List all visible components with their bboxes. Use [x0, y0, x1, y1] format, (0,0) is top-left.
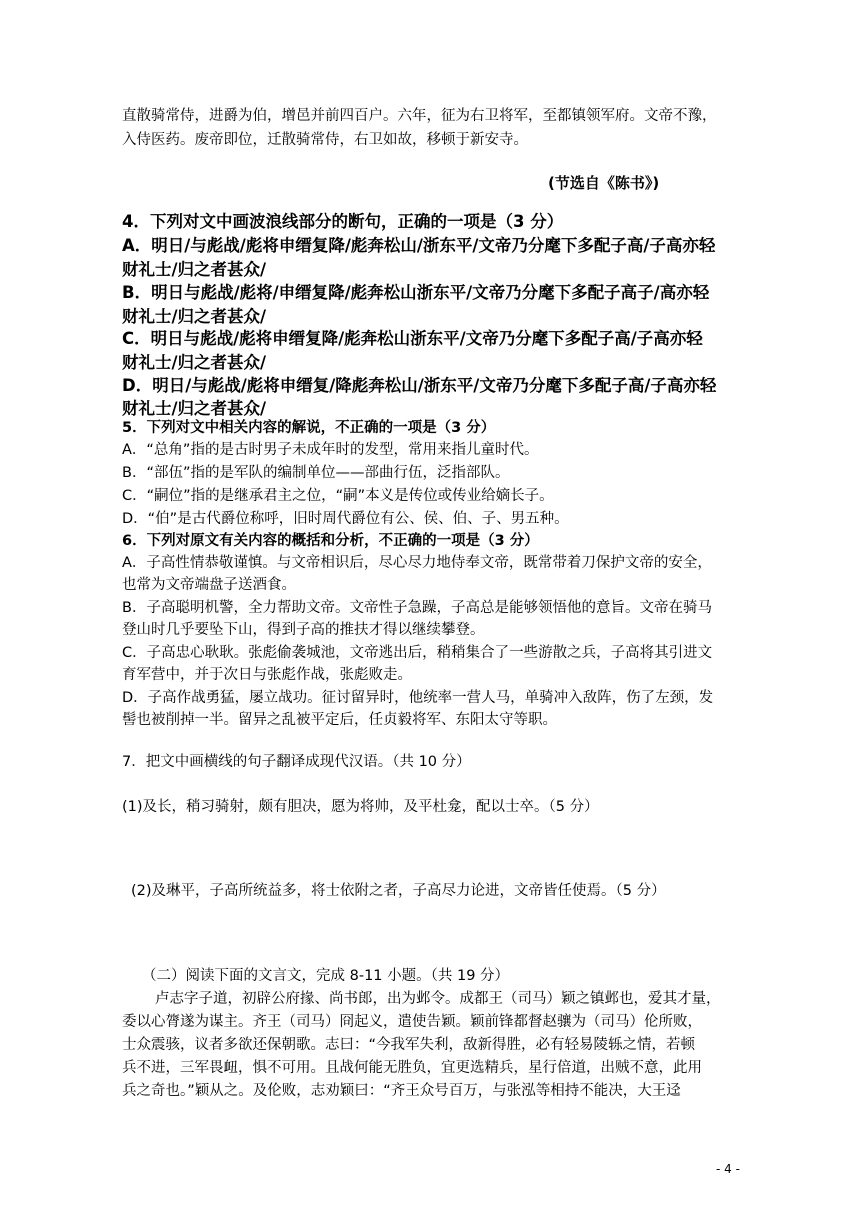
- q6-option-c-line1: C．子高忠心耿耿。张彪偷袭城池，文帝逃出后，稍稍集合了一些游散之兵，子高将其引进文: [122, 645, 713, 661]
- q4-option-c-line2: 财礼士/归之者甚众/: [122, 353, 267, 372]
- q7-item-1: (1)及长，稍习骑射，颇有胆决，愿为将帅，及平杜龛，配以士卒。（5 分）: [122, 799, 599, 815]
- q6-option-b-line2: 登山时几乎要坠下山，得到子高的推扶才得以继续攀登。: [122, 622, 485, 638]
- q4-option-a-line1: A．明日/与彪战/彪将申缙复降/彪奔松山/浙东平/文帝乃分麾下多配子高/子高亦轻: [122, 236, 716, 255]
- section2-heading: （二）阅读下面的文言文，完成 8-11 小题。（共 19 分）: [142, 968, 510, 984]
- q6-option-c-line2: 育军营中，并于次日与张彪作战，张彪败走。: [122, 667, 412, 683]
- q7-stem: 7．把文中画横线的句子翻译成现代汉语。（共 10 分）: [122, 754, 471, 770]
- page-number: - 4 -: [716, 1162, 740, 1176]
- q5-option-c: C．“嗣位”指的是继承君主之位，“嗣”本义是传位或传业给嫡长子。: [122, 488, 554, 504]
- q4-option-b-line1: B．明日与彪战/彪将/申缙复降/彪奔松山浙东平/文帝乃分麾下多配子高子/高亦轻: [122, 283, 710, 302]
- section2-line-1: 卢志字子道，初辟公府掾、尚书郎，出为邺令。成都王（司马）颖之镇邺也，爱其才量，: [155, 991, 721, 1007]
- q5-option-b: B．“部伍”指的是军队的编制单位——部曲行伍，泛指部队。: [122, 465, 510, 481]
- q5-option-d: D．“伯”是古代爵位称呼，旧时周代爵位有公、侯、伯、子、男五种。: [122, 511, 569, 527]
- q5-option-a: A．“总角”指的是古时男子未成年时的发型，常用来指儿童时代。: [122, 442, 539, 458]
- section2-line-5: 兵之奇也。”颖从之。及伦败，志劝颖曰：“齐王众号百万，与张泓等相持不能决，大王迳: [122, 1083, 681, 1099]
- q6-option-d-line2: 髻也被削掉一半。留异之乱被平定后，任贞毅将军、东阳太守等职。: [122, 712, 557, 728]
- q6-option-b-line1: B．子高聪明机警，全力帮助文帝。文帝性子急躁，子高总是能够领悟他的意旨。文帝在骑马: [122, 600, 712, 616]
- q7-item-2: (2)及琳平，子高所统益多，将士依附之者，子高尽力论进，文帝皆任使焉。（5 分）: [131, 883, 666, 899]
- q6-option-a-line2: 也常为文帝端盘子送酒食。: [122, 577, 296, 593]
- q4-option-a-line2: 财礼士/归之者甚众/: [122, 260, 267, 279]
- q4-stem: 4．下列对文中画波浪线部分的断句，正确的一项是（3 分）: [122, 212, 564, 231]
- q5-stem: 5．下列对文中相关内容的解说，不正确的一项是（3 分）: [122, 420, 496, 436]
- q4-option-b-line2: 财礼士/归之者甚众/: [122, 307, 267, 326]
- section2-line-4: 兵不进，三军畏衄，惧不可用。且战何能无胜负，宜更选精兵，星行倍道，出贼不意，此用: [122, 1060, 702, 1076]
- q6-option-a-line1: A．子高性情恭敬谨慎。与文帝相识后，尽心尽力地侍奉文帝，既常带着刀保护文帝的安全，: [122, 555, 712, 571]
- section2-line-2: 委以心膂遂为谋主。齐王（司马）冏起义，遣使告颖。颖前锋都督赵骧为（司马）伦所败，: [122, 1014, 702, 1030]
- section2-line-3: 士众震骇，议者多欲还保朝歌。志曰：“今我军失利，敌新得胜，必有轻易陵轹之情，若顿: [122, 1037, 696, 1053]
- q4-option-d-line1: D．明日/与彪战/彪将申缙复/降彪奔松山/浙东平/文帝乃分麾下多配子高/子高亦轻: [122, 376, 717, 395]
- passage-source: (节选自《陈书》): [548, 174, 660, 192]
- passage-line-1: 直散骑常侍，进爵为伯，增邑并前四百户。六年，征为右卫将军，至都镇领军府。文帝不豫，: [122, 108, 717, 124]
- q6-option-d-line1: D．子高作战勇猛，屡立战功。征讨留异时，他统率一营人马，单骑冲入敌阵，伤了左颈，发: [122, 690, 714, 706]
- q4-option-c-line1: C．明日与彪战/彪将申缙复降/彪奔松山浙东平/文帝乃分麾下多配子高/子高亦轻: [122, 329, 703, 348]
- passage-line-2: 入侍医药。废帝即位，迁散骑常侍，右卫如故，移顿于新安寺。: [122, 132, 528, 148]
- q4-option-d-line2: 财礼士/归之者甚众/: [122, 399, 267, 418]
- q6-stem: 6．下列对原文有关内容的概括和分析，不正确的一项是（3 分）: [122, 533, 539, 549]
